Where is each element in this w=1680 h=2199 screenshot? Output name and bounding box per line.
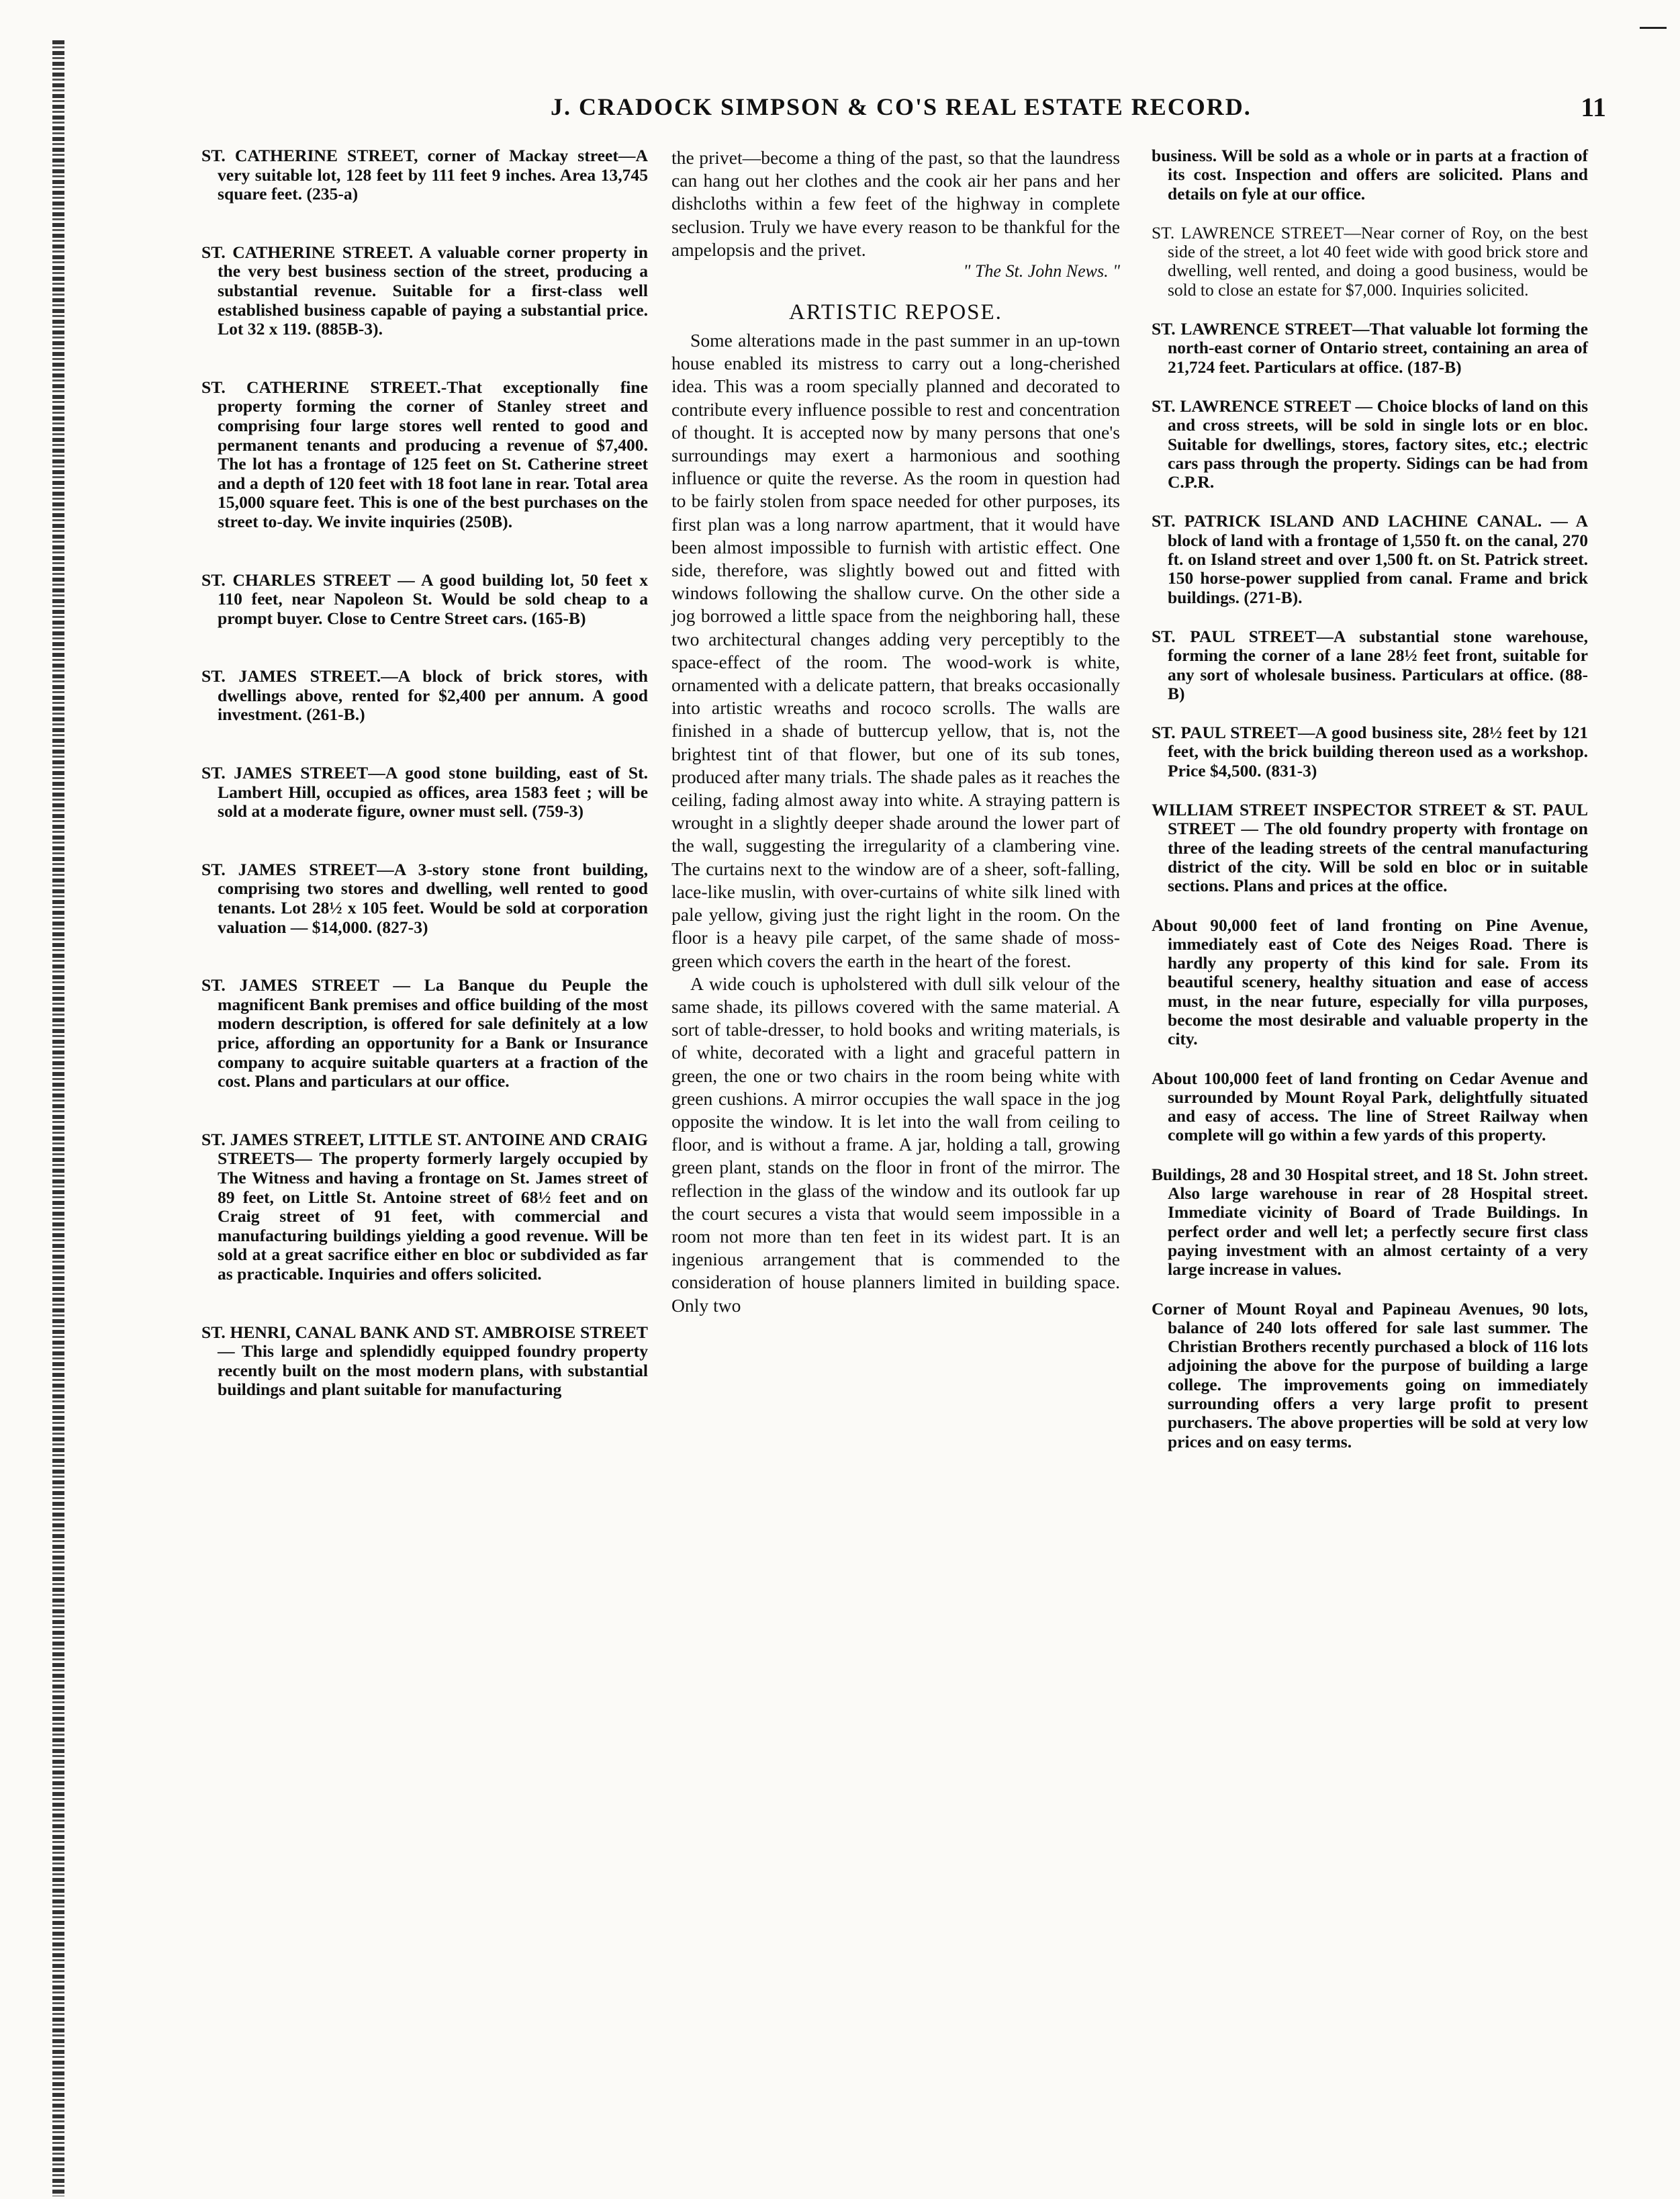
listing-entry: business. Will be sold as a whole or in parts at a fraction of its cost. Inspection and offers are solicited. Plans and details on fyle at our office. <box>1152 146 1588 204</box>
listing-entry: ST. CHARLES STREET — A good building lot, 50 feet x 110 feet, near Napoleon St. Would be sold cheap to a prompt buyer. Close to Centre Street cars. (165-B) <box>201 570 648 628</box>
listing-entry: ST. JAMES STREET, LITTLE ST. ANTOINE AND CRAIG STREETS— The property formerly largely occupied by The Witness and having a frontage on St. James street of 89 feet, on Little St. Antoine street of 68½ feet and on Craig street of 91 feet, with commercial and manufacturing buildings yielding a good revenue. Will be sold at a great sacrifice either en bloc or subdivided as far as practicable. Inquiries and offers solicited. <box>201 1129 648 1284</box>
listing-entry: ST. LAWRENCE STREET—Near corner of Roy, on the best side of the street, a lot 40 feet wide with good brick store and dwelling, well rented, and doing a good business, would be sold to close an estate for $7,000. Inquiries solicited. <box>1152 222 1588 300</box>
listing-entry: ST. CATHERINE STREET, corner of Mackay street—A very suitable lot, 128 feet by 111 feet 9 inches. Area 13,745 square feet. (235-a) <box>201 146 648 204</box>
listing-entry: About 90,000 feet of land fronting on Pine Avenue, immediately east of Cote des Neiges Road. There is hardly any property of this kind for sale. From its beautiful scenery, healthy situation and ease of access must, in the near future, especially for villa purposes, become the most desirable and valuable property in the city. <box>1152 915 1588 1049</box>
listing-entry: ST. LAWRENCE STREET—That valuable lot forming the north-east corner of Ontario street, containing an area of 21,724 feet. Particulars at office. (187-B) <box>1152 319 1588 377</box>
article-paragraph: Some alterations made in the past summer in an up-town house enabled its mistress to carry out a long-cherished idea. This was a room specially planned and decorated to contribute every influence possible to rest and concentration of thought. It is accepted now by many persons that one's surroundings may exert a harmonious and soothing influence or quite the reverse. As the room in question had to be fairly stolen from space needed for other purposes, its first plan was a long narrow apartment, that it would have been almost impossible to furnish with artistic effect. One side, therefore, was slightly bowed out and fitted with windows following the shallow curve. On the other side a jog borrowed a little space from the neighboring hall, these two architectural changes adding very perceptibly to the space-effect of the room. The wood-work is white, ornamented with a delicate pattern, that breaks occasionally into artistic wreaths and rococo scrolls. The walls are finished in a shade of buttercup yellow, that is, not the brightest tint of that flower, but one of its sub tones, produced after many trials. The shade pales as it reaches the ceiling, fading almost away into white. A straying pattern is wrought in a slightly deeper shade around the lower part of the wall, suggesting the irregularity of a clambering vine. The curtains next to the window are of a sheer, soft-falling, lace-like muslin, with over-curtains of white silk lined with pale yellow, giving just the right light in the room. On the floor is a heavy pile carpet, of the same shade of moss-green which covers the earth in the heart of the forest. <box>671 330 1120 971</box>
listing-entry: WILLIAM STREET INSPECTOR STREET & ST. PAUL STREET — The old foundry property with frontage on three of the leading streets of the central manufacturing district of the city. Will be sold en bloc or in suitable sections. Plans and prices at the office. <box>1152 800 1588 896</box>
listing-entry: ST. HENRI, CANAL BANK AND ST. AMBROISE STREET — This large and splendidly equipped foundry property recently built on the most modern plans, with substantial buildings and plant suitable for manufacturing <box>201 1322 648 1400</box>
listing-entry: ST. JAMES STREET.—A block of brick stores, with dwellings above, rented for $2,400 per annum. A good investment. (261-B.) <box>201 666 648 725</box>
article-attribution: " The St. John News. " <box>963 261 1120 281</box>
column-right <box>1152 146 1588 1472</box>
column-middle <box>671 146 1120 1317</box>
page-number: 11 <box>1581 92 1606 122</box>
article-paragraph: A wide couch is upholstered with dull silk velour of the same shade, its pillows covered with the same material. A sort of table-dresser, to hold books and writing materials, is of white, decorated with a light and graceful pattern in green, the one or two chairs in the room being white with green cushions. A mirror occupies the wall space in the jog opposite the window. It is let into the wall from ceiling to floor, and is without a frame. A jar, holding a tall, growing green plant, stands on the floor in front of the mirror. The reflection in the glass of the window and its outlook far up the court secures a vista that would seem impossible in a room not more than ten feet in its widest part. It is an ingenious arrangement that is commended to the consideration of house planners limited in building space. Only two <box>671 973 1120 1316</box>
listing-entry: ST. LAWRENCE STREET — Choice blocks of land on this and cross streets, will be sold in single lots or en bloc. Suitable for dwellings, stores, factory sites, etc.; electric cars pass through the property. Sidings can be had from C.P.R. <box>1152 396 1588 492</box>
listing-entry: ST. PATRICK ISLAND AND LACHINE CANAL. — A block of land with a frontage of 1,550 ft. on the canal, 270 ft. on Island street and over 1,500 ft. on St. Patrick street. 150 horse-power supplied from canal. Frame and brick buildings. (271-B). <box>1152 511 1588 607</box>
listing-entry: ST. JAMES STREET—A good stone building, east of St. Lambert Hill, occupied as offices, area 1583 feet ; will be sold at a moderate figure, owner must sell. (759-3) <box>201 763 648 821</box>
listing-entry: Corner of Mount Royal and Papineau Avenues, 90 lots, balance of 240 lots offered for sale last summer. The Christian Brothers recently purchased a block of 116 lots adjoining the above for the purpose of building a large college. The improvements going on immediately surrounding offers a very large profit to present purchasers. The above properties will be sold at very low prices and on easy terms. <box>1152 1298 1588 1451</box>
column-left <box>201 146 648 1439</box>
corner-mark <box>1640 27 1667 29</box>
listing-entry: About 100,000 feet of land fronting on Cedar Avenue and surrounded by Mount Royal Park, delightfully situated and easy of access. The line of Street Railway when complete will go within a few yards of this property. <box>1152 1068 1588 1145</box>
listing-entry: ST. PAUL STREET—A substantial stone warehouse, forming the corner of a lane 28½ feet front, suitable for any sort of wholesale business. Particulars at office. (88-B) <box>1152 626 1588 703</box>
page-header: J. CRADOCK SIMPSON & CO'S REAL ESTATE RECORD. <box>551 93 1252 120</box>
listing-entry: ST. CATHERINE STREET. A valuable corner property in the very best business section of the street, producing a substantial revenue. Suitable for a first-class well established business capable of paying a substantial price. Lot 32 x 119. (885B-3). <box>201 242 648 339</box>
listing-entry: ST. JAMES STREET — La Banque du Peuple the magnificent Bank premises and office building of the most modern description, is offered for sale definitely at a low price, affording an opportunity for a Bank or Insurance company to acquire suitable quarters at a fraction of the cost. Plans and particulars at our office. <box>201 975 648 1091</box>
article-heading: ARTISTIC REPOSE. <box>789 300 1002 325</box>
listing-entry: ST. JAMES STREET—A 3-story stone front building, comprising two stores and dwelling, well rented to good tenants. Lot 28½ x 105 feet. Would be sold at corporation valuation — $14,000. (827-3) <box>201 859 648 937</box>
page-binding-edge <box>52 40 64 2196</box>
listing-entry: Buildings, 28 and 30 Hospital street, and 18 St. John street. Also large warehouse in rear of 28 Hospital street. Immediate vicinity of Board of Trade Buildings. In perfect order and well let; a perfectly secure first class paying investment with an almost certainty of a very large increase in values. <box>1152 1164 1588 1280</box>
listing-entry: ST. CATHERINE STREET.-That exceptionally fine property forming the corner of Stanley street and comprising four large stores well rented to good and permanent tenants and producing a revenue of $7,400. The lot has a frontage of 125 feet on St. Catherine street and a depth of 120 feet with 18 foot lane in rear. Total area 15,000 square feet. This is one of the best purchases on the street to-day. We invite inquiries (250B). <box>201 377 648 531</box>
listing-entry: ST. PAUL STREET—A good business site, 28½ feet by 121 feet, with the brick building thereon used as a workshop. Price $4,500. (831-3) <box>1152 723 1588 780</box>
article-continuation: the privet—become a thing of the past, so that the laundress can hang out her clothes and the cook air her pans and her dishcloths within a few feet of the highway in complete seclusion. Truly we have every reason to be thankful for the ampelopsis and the privet. <box>671 147 1120 260</box>
